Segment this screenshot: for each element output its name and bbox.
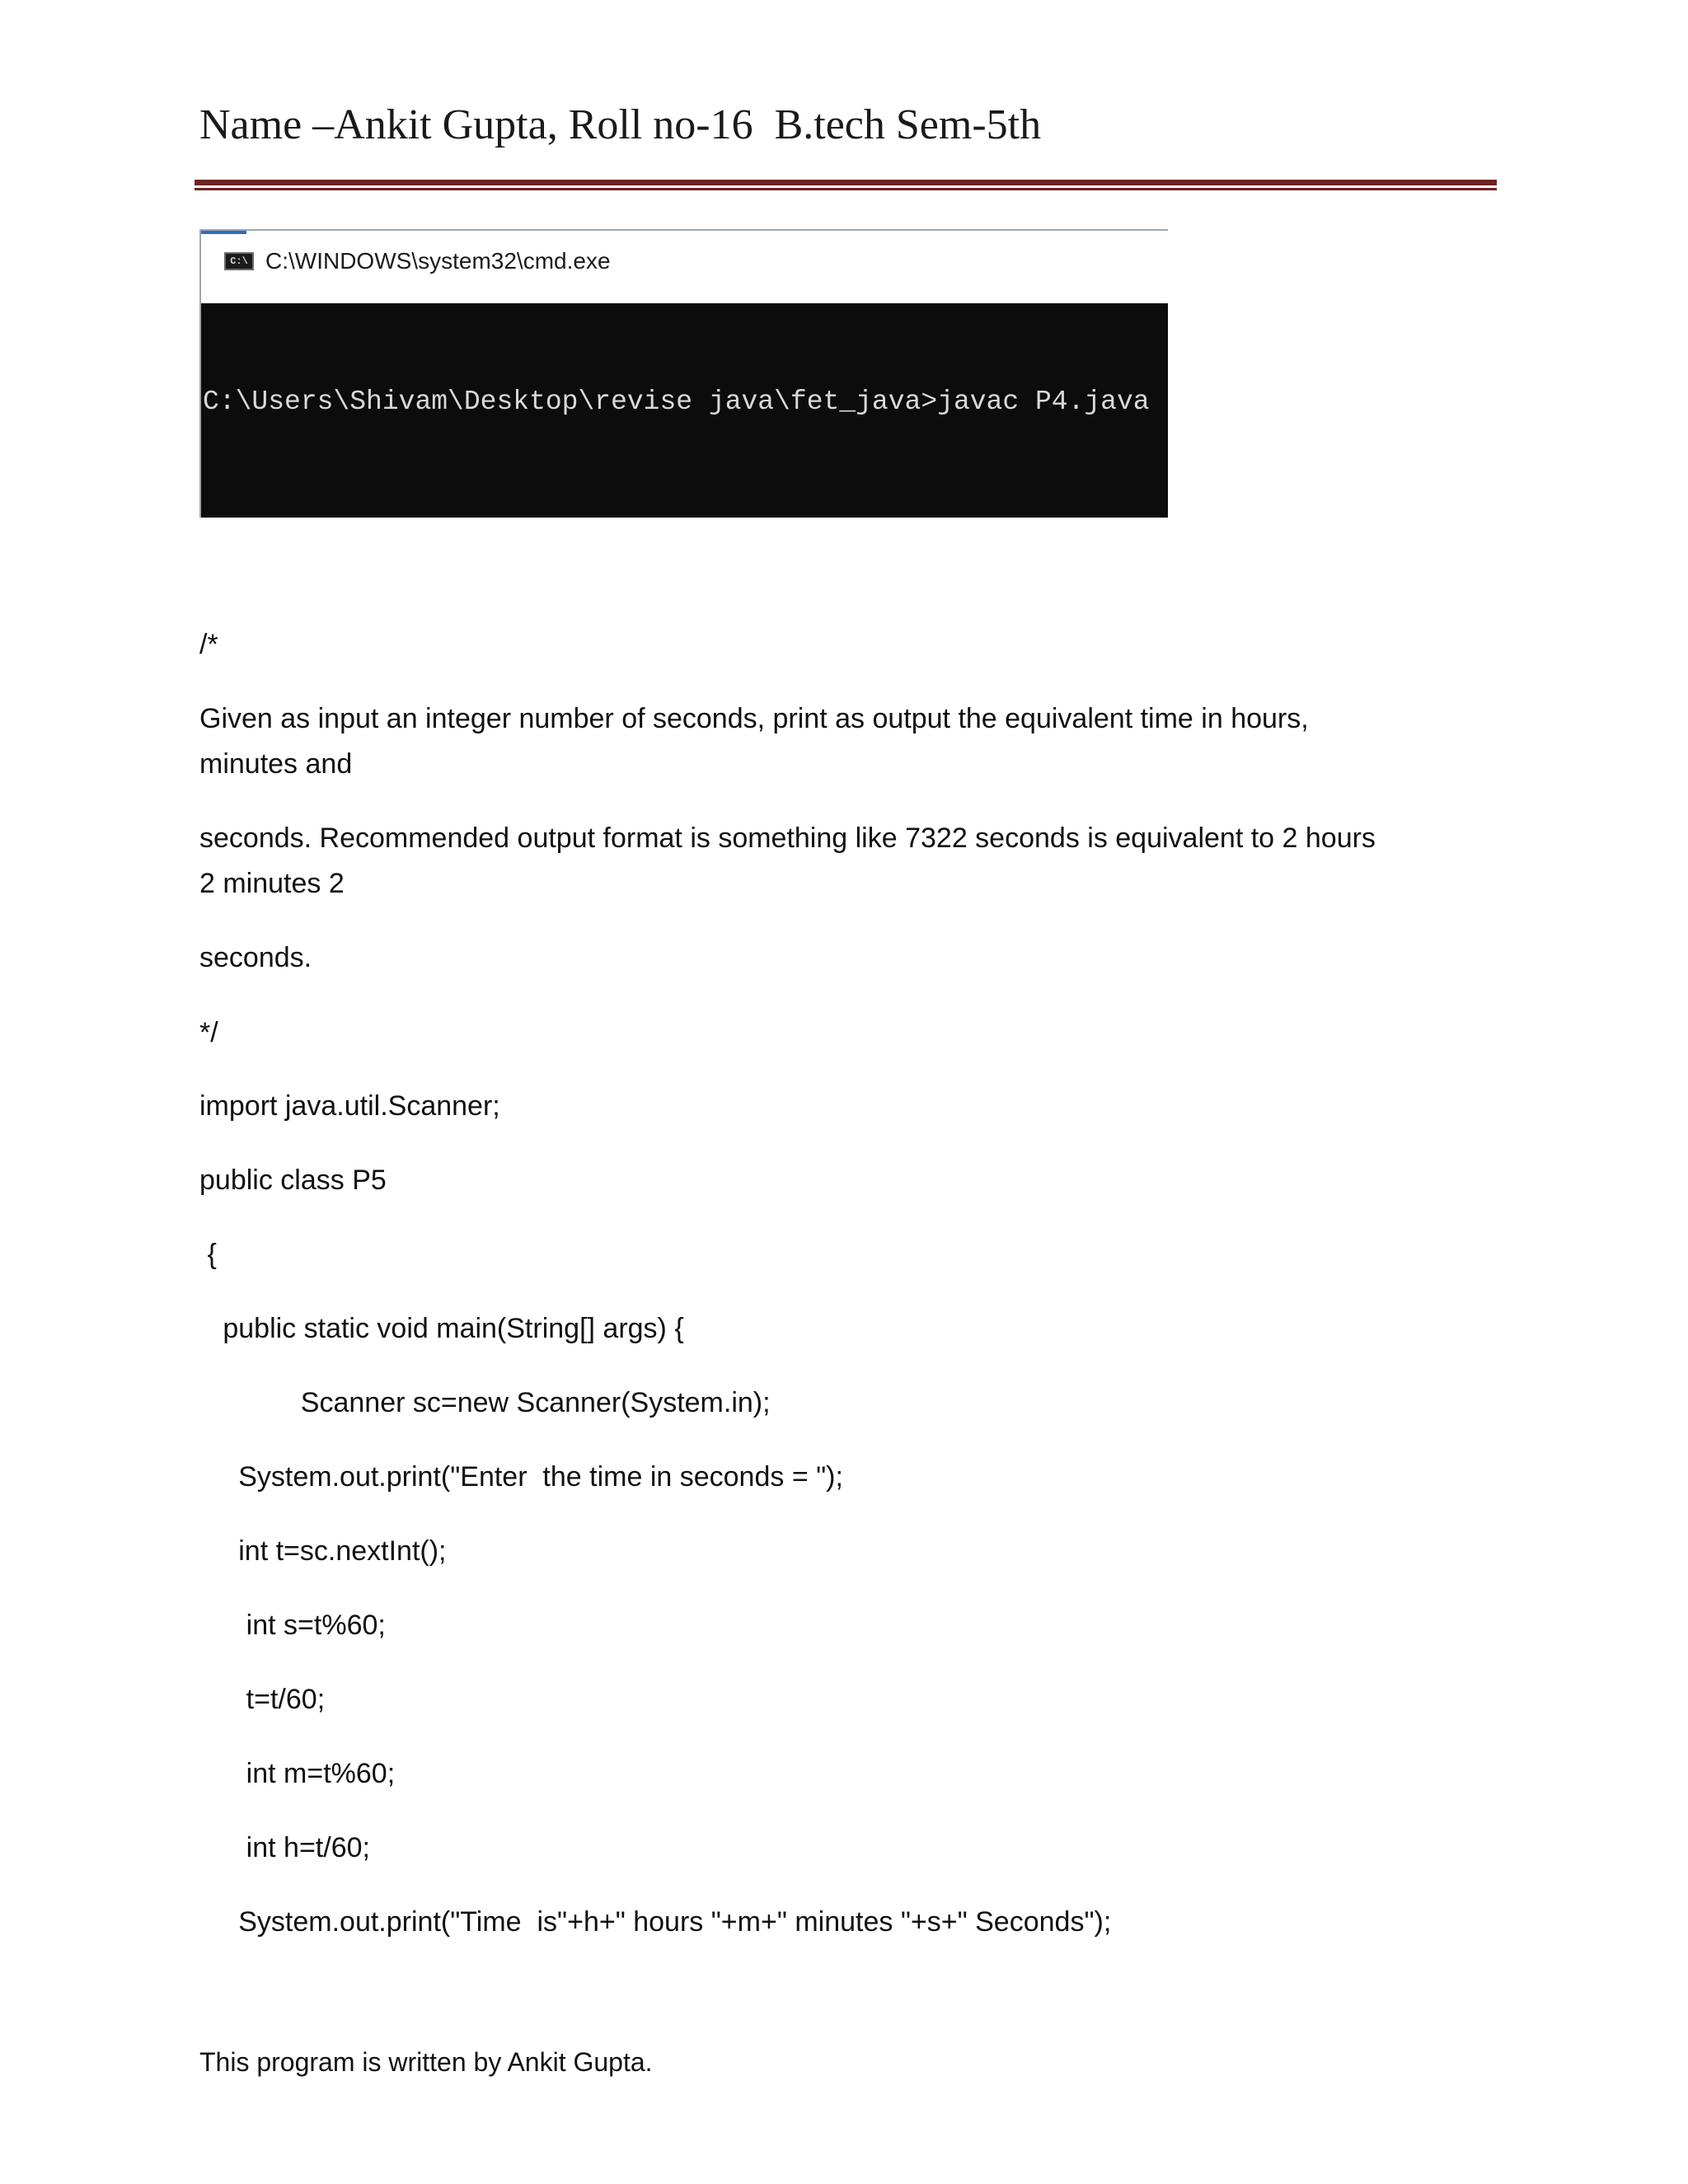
terminal-screenshot (199, 229, 1168, 518)
terminal-output (201, 303, 1168, 518)
description-line: Given as input an integer number of seconds, print as output the equivalent time in hours, (199, 703, 1309, 734)
code-line: int s=t%60; (199, 1610, 386, 1641)
description-line: 2 minutes 2 (199, 868, 345, 899)
code-line: int m=t%60; (199, 1758, 396, 1789)
description-line: minutes and (199, 748, 353, 780)
code-line: import java.util.Scanner; (199, 1090, 500, 1122)
code-line: System.out.print("Enter the time in seconds = "); (199, 1461, 843, 1493)
code-line: public class P5 (199, 1165, 387, 1196)
comment-close: */ (199, 1017, 218, 1048)
description-line: seconds. (199, 942, 312, 973)
code-line: t=t/60; (199, 1684, 326, 1715)
code-line: public static void main(String[] args) { (199, 1313, 684, 1344)
code-line: { (199, 1239, 217, 1270)
footer-note: This program is written by Ankit Gupta. (199, 2047, 653, 2077)
header-rule-thin (195, 188, 1497, 190)
page-header-title: Name –Ankit Gupta, Roll no-16 B.tech Sem-5th (199, 101, 1042, 148)
code-line: int t=sc.nextInt(); (199, 1535, 447, 1567)
code-line: System.out.print("Time is"+h+" hours "+m+" minutes "+s+" Seconds"); (199, 1906, 1112, 1938)
code-line: int h=t/60; (199, 1832, 370, 1863)
window-accent-bar (201, 231, 246, 234)
terminal-line: C:\Users\Shivam\Desktop\revise java\fet_java>javac P4.java (203, 387, 1150, 417)
terminal-titlebar (201, 237, 1168, 285)
header-rule-thick (195, 180, 1497, 185)
terminal-window-title: C:\WINDOWS\system32\cmd.exe (265, 248, 611, 274)
code-line: Scanner sc=new Scanner(System.in); (199, 1387, 771, 1418)
cmd-icon: C:\ (224, 252, 254, 270)
comment-open: /* (199, 629, 218, 660)
description-line: seconds. Recommended output format is something like 7322 seconds is equivalent to 2 hours (199, 823, 1376, 854)
